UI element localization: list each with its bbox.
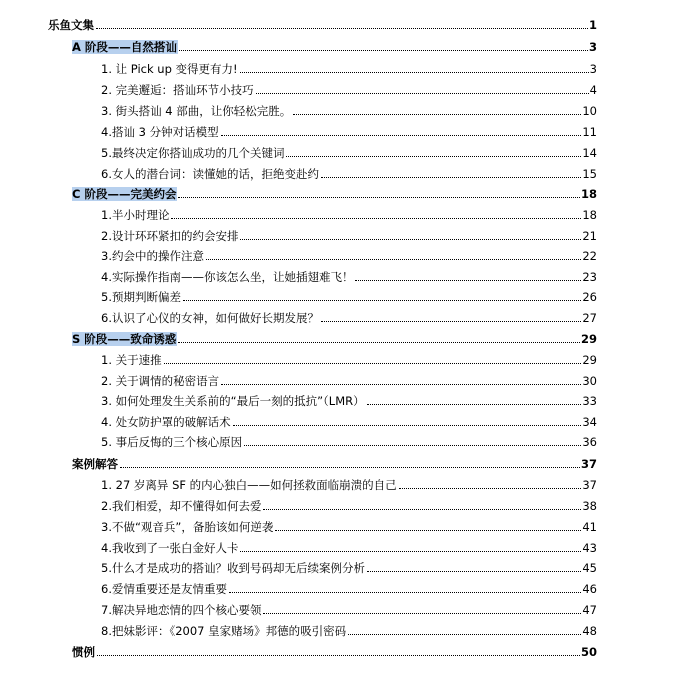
dot-leader bbox=[171, 218, 581, 219]
toc-entry-text: 3. 街头搭讪 4 部曲，让你轻松完胜。 bbox=[101, 104, 292, 118]
dot-leader bbox=[240, 72, 589, 73]
toc-page-number: 15 bbox=[582, 167, 597, 181]
toc-entry[interactable] bbox=[101, 225, 597, 243]
toc-entry-text: 4.我收到了一张白金好人卡 bbox=[101, 541, 239, 555]
dot-leader bbox=[221, 384, 581, 385]
dot-leader bbox=[263, 613, 581, 614]
toc-entry[interactable] bbox=[101, 537, 597, 555]
section-heading: C 阶段——完美约会 bbox=[72, 187, 177, 201]
section-heading: S 阶段——致命诱惑 bbox=[72, 332, 177, 346]
dot-leader bbox=[244, 445, 581, 446]
toc-page-number: 18 bbox=[580, 187, 597, 201]
toc-page-number: 11 bbox=[582, 125, 597, 139]
section-heading: 惯例 bbox=[72, 645, 95, 659]
toc-page-number: 43 bbox=[582, 541, 597, 555]
toc-page-number: 50 bbox=[580, 645, 597, 659]
dot-leader bbox=[240, 239, 581, 240]
toc-page-number: 22 bbox=[582, 249, 597, 263]
toc-entry[interactable] bbox=[101, 557, 597, 575]
dot-leader bbox=[321, 321, 581, 322]
toc-entry[interactable] bbox=[101, 599, 597, 617]
toc-entry-text: 5. 事后反悔的三个核心原因 bbox=[101, 435, 243, 449]
toc-entry[interactable] bbox=[101, 474, 597, 492]
toc-entry[interactable] bbox=[101, 390, 597, 408]
toc-entry-text: 2. 关于调情的秘密语言 bbox=[101, 374, 220, 388]
dot-leader bbox=[178, 197, 580, 198]
toc-entry-text: 6.爱情重要还是友情重要 bbox=[101, 582, 227, 596]
section-heading: A 阶段——自然搭讪 bbox=[72, 40, 177, 54]
toc-page-number: 4 bbox=[589, 83, 597, 97]
dot-leader bbox=[321, 177, 581, 178]
toc-entry[interactable] bbox=[101, 431, 597, 449]
toc-page-number: 18 bbox=[582, 208, 597, 222]
dot-leader bbox=[206, 259, 581, 260]
toc-entry-text: 3.约会中的操作注意 bbox=[101, 249, 204, 263]
toc-entry[interactable] bbox=[101, 516, 597, 534]
toc-entry-text: 8.把妹影评：《2007 皇家赌场》邦德的吸引密码 bbox=[101, 624, 347, 638]
toc-page-number: 38 bbox=[582, 499, 597, 513]
toc-entry[interactable] bbox=[101, 79, 597, 97]
toc-entry-text: 3.不做“观音兵”，备胎该如何逆袭 bbox=[101, 520, 274, 534]
toc-page-number: 29 bbox=[580, 332, 597, 346]
dot-leader bbox=[178, 342, 580, 343]
toc-section-c[interactable] bbox=[72, 183, 597, 201]
dot-leader bbox=[367, 571, 581, 572]
toc-page-number: 3 bbox=[589, 62, 597, 76]
toc-entry-text: 4.搭讪 3 分钟对话模型 bbox=[101, 125, 219, 139]
dot-leader bbox=[229, 592, 581, 593]
toc-page-number: 3 bbox=[588, 40, 597, 54]
toc-page-number: 10 bbox=[582, 104, 597, 118]
toc-entry-text: 1. 27 岁离异 SF 的内心独白——如何拯救面临崩溃的自己 bbox=[101, 478, 397, 492]
toc-page-number: 21 bbox=[582, 229, 597, 243]
toc-entry[interactable] bbox=[101, 100, 597, 118]
toc-entry-text: 6.女人的潜台词：读懂她的话，拒绝变赴约 bbox=[101, 167, 319, 181]
toc-entry[interactable] bbox=[101, 245, 597, 263]
toc-page-number: 29 bbox=[582, 353, 597, 367]
dot-leader bbox=[293, 114, 581, 115]
toc-title: 乐鱼文集 bbox=[48, 18, 94, 32]
toc-section-conventions[interactable] bbox=[72, 641, 597, 659]
toc-page-number: 26 bbox=[582, 290, 597, 304]
dot-leader bbox=[263, 509, 581, 510]
toc-page-number: 45 bbox=[582, 561, 597, 575]
toc-entry-text: 7.解决异地恋情的四个核心要领 bbox=[101, 603, 262, 617]
toc-page-number: 37 bbox=[582, 478, 597, 492]
dot-leader bbox=[256, 93, 589, 94]
toc-entry-text: 4.实际操作指南——你该怎么坐，让她插翅难飞！ bbox=[101, 270, 354, 284]
toc-entry[interactable] bbox=[101, 121, 597, 139]
toc-page-number: 14 bbox=[582, 146, 597, 160]
dot-leader bbox=[164, 363, 582, 364]
toc-entry-text: 6.认识了心仪的女神，如何做好长期发展？ bbox=[101, 311, 319, 325]
toc-entry-text: 2.我们相爱，却不懂得如何去爱 bbox=[101, 499, 262, 513]
dot-leader bbox=[348, 634, 581, 635]
dot-leader bbox=[221, 135, 582, 136]
toc-page-number: 48 bbox=[582, 624, 597, 638]
dot-leader bbox=[233, 425, 582, 426]
toc-entry[interactable] bbox=[101, 578, 597, 596]
dot-leader bbox=[97, 655, 580, 656]
toc-entry[interactable] bbox=[101, 142, 597, 160]
toc-section-cases[interactable] bbox=[72, 453, 597, 471]
toc-entry-text: 3. 如何处理发生关系前的“最后一刻的抵抗”（LMR） bbox=[101, 394, 365, 408]
section-heading: 案例解答 bbox=[72, 457, 118, 471]
toc-page-number: 46 bbox=[582, 582, 597, 596]
dot-leader bbox=[240, 551, 581, 552]
dot-leader bbox=[120, 467, 580, 468]
toc-entry[interactable] bbox=[101, 349, 597, 367]
toc-entry[interactable] bbox=[101, 58, 597, 76]
toc-page-number: 36 bbox=[582, 435, 597, 449]
toc-page-number: 34 bbox=[582, 415, 597, 429]
toc-entry-text: 1.半小时理论 bbox=[101, 208, 170, 222]
toc-entry-text: 5.最终决定你搭讪成功的几个关键词 bbox=[101, 146, 285, 160]
toc-page-number: 1 bbox=[588, 18, 597, 32]
toc-entry[interactable] bbox=[101, 307, 597, 325]
toc-page-number: 41 bbox=[582, 520, 597, 534]
toc-entry[interactable] bbox=[101, 204, 597, 222]
toc-entry[interactable] bbox=[101, 286, 597, 304]
dot-leader bbox=[399, 488, 582, 489]
toc-entry-text: 5.什么才是成功的搭讪？收到号码却无后续案例分析 bbox=[101, 561, 365, 575]
toc-entry[interactable] bbox=[101, 163, 597, 181]
dot-leader bbox=[179, 50, 588, 51]
dot-leader bbox=[96, 28, 588, 29]
toc-entry-text: 2. 完美邂逅：搭讪环节小技巧 bbox=[101, 83, 254, 97]
toc-entry[interactable] bbox=[101, 620, 597, 638]
toc-entry-text: 4. 处女防护罩的破解话术 bbox=[101, 415, 231, 429]
dot-leader bbox=[183, 300, 581, 301]
toc-page-number: 37 bbox=[580, 457, 597, 471]
toc-page-number: 27 bbox=[582, 311, 597, 325]
toc-entry-text: 2.设计环环紧扣的约会安排 bbox=[101, 229, 239, 243]
dot-leader bbox=[355, 280, 581, 281]
dot-leader bbox=[275, 530, 581, 531]
toc-entry-text: 1. 让 Pick up 变得更有力! bbox=[101, 62, 238, 76]
dot-leader bbox=[286, 156, 581, 157]
toc-entry[interactable] bbox=[101, 370, 597, 388]
toc-page-number: 23 bbox=[582, 270, 597, 284]
toc-title-entry[interactable] bbox=[48, 14, 597, 32]
toc-page-number: 33 bbox=[582, 394, 597, 408]
toc-page-number: 30 bbox=[582, 374, 597, 388]
toc-entry-text: 5.预期判断偏差 bbox=[101, 290, 181, 304]
toc-entry[interactable] bbox=[101, 495, 597, 513]
toc-entry-text: 1. 关于速推 bbox=[101, 353, 162, 367]
toc-section-s[interactable] bbox=[72, 328, 597, 346]
toc-page-number: 47 bbox=[582, 603, 597, 617]
toc-entry[interactable] bbox=[101, 411, 597, 429]
dot-leader bbox=[367, 404, 582, 405]
toc-entry[interactable] bbox=[101, 266, 597, 284]
toc-section-a[interactable] bbox=[72, 36, 597, 54]
